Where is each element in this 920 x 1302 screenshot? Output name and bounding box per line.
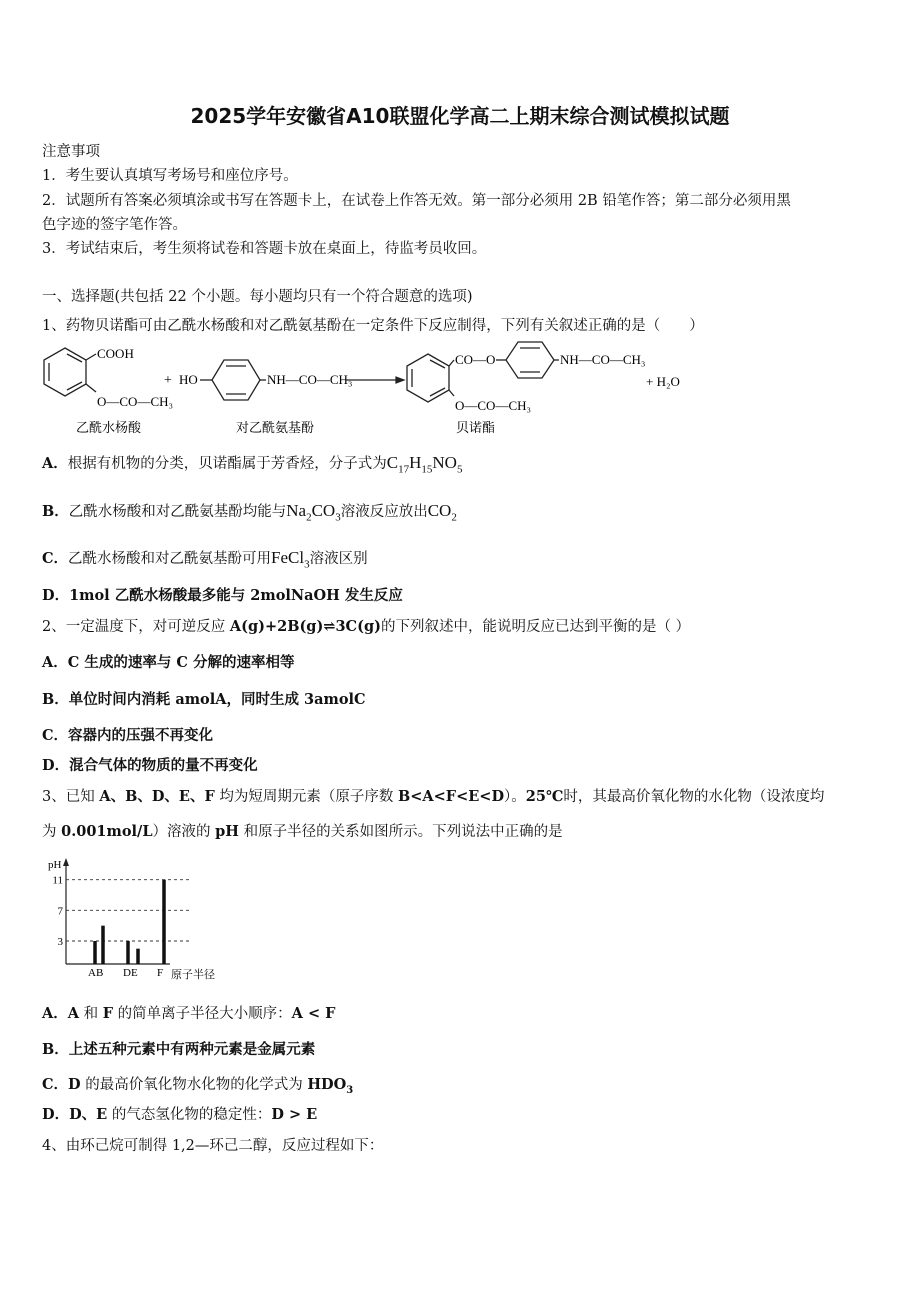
chart-bars — [93, 880, 166, 964]
question-3-stem-line-2: 为 0.001mol/L）溶液的 pH 和原子半径的关系如图所示。下列说法中正确的是 — [42, 823, 563, 840]
label-aspirin: 乙酰水杨酸 — [76, 420, 142, 435]
notice-item-2-cont: 色字迹的签字笔作答。 — [42, 217, 187, 233]
acetyloxy-text-2: O—CO—CH₃ — [455, 398, 532, 413]
plus-water-text: + H₂O — [646, 374, 680, 389]
benzene-ring-2 — [200, 360, 266, 400]
cooh-text: COOH — [97, 346, 134, 361]
ho-text: HO — [179, 372, 198, 387]
y-tick-label: 7 — [57, 905, 63, 918]
question-1-option-d: D．1mol 乙酰水杨酸最多能与 2molNaOH 发生反应 — [42, 587, 403, 604]
bar-d — [126, 941, 130, 964]
bar-b — [101, 926, 105, 964]
benzene-ring-1 — [44, 348, 96, 396]
notice-item-3: 3．考试结束后，考生须将试卷和答题卡放在桌面上，待监考员收回。 — [42, 241, 487, 257]
question-3-stem-line-1: 3、已知 A、B、D、E、F 均为短周期元素（原子序数 B<A<F<E<D）。25℃时，其最高价氧化物的水化物（设浓度均 — [42, 788, 825, 805]
y-tick-label: 3 — [57, 936, 63, 948]
notice-heading: 注意事项 — [42, 144, 100, 160]
label-paracetamol: 对乙酰氨基酚 — [236, 420, 315, 435]
notice-item-1: 1．考生要认真填写考场号和座位序号。 — [42, 168, 298, 184]
amide-text-2: NH—CO—CH₃ — [560, 352, 646, 367]
x-tick-de: DE — [123, 967, 138, 979]
section-heading: 一、选择题(共包括 22 个小题。每小题均只有一个符合题意的选项) — [42, 289, 473, 305]
y-axis-arrow-icon — [63, 858, 69, 866]
question-4-stem: 4、由环己烷可制得 1,2—环己二醇，反应过程如下： — [42, 1138, 384, 1154]
chart-y-label: pH — [48, 859, 62, 871]
question-1-option-b: B．乙酰水杨酸和对乙酰氨基酚均能与$Na_2CO_3$溶液反应放出$CO_2$ — [42, 501, 457, 524]
plus-sign: + — [164, 373, 172, 388]
reaction-arrow-icon — [346, 377, 404, 383]
question-1-stem: 1、药物贝诺酯可由乙酰水杨酸和对乙酰氨基酚在一定条件下反应制得，下列有关叙述正确的是（ ） — [42, 318, 704, 334]
question-2-option-d: D．混合气体的物质的量不再变化 — [42, 757, 258, 774]
bar-f — [162, 880, 166, 964]
benzene-ring-4 — [496, 342, 559, 378]
ester-link-text: CO—O — [455, 352, 496, 367]
y-tick-label: 11 — [52, 874, 63, 887]
question-2-option-b: B．单位时间内消耗 amolA，同时生成 3amolC — [42, 691, 366, 708]
bar-a — [93, 941, 97, 964]
question-2-stem: 2、一定温度下，对可逆反应 A(g)+2B(g)⇌3C(g)的下列叙述中，能说明反应已达到平衡的是（ ） — [42, 618, 691, 635]
amide-text-1: NH—CO—CH₃ — [267, 372, 353, 387]
label-benorilate: 贝诺酯 — [456, 420, 496, 435]
bar-e — [136, 949, 140, 964]
chart-y-ticks — [52, 875, 63, 948]
question-3-option-b: B．上述五种元素中有两种元素是金属元素 — [42, 1041, 316, 1058]
question-1-option-c: C．乙酰水杨酸和对乙酰氨基酚可用FeCl$_3$溶液区别 — [42, 548, 368, 571]
page-title: 2025学年安徽省A10联盟化学高二上期末综合测试模拟试题 — [190, 104, 730, 128]
question-2-option-a: A．C 生成的速率与 C 分解的速率相等 — [42, 654, 295, 671]
acetyloxy-text-1: O—CO—CH₃ — [97, 394, 174, 409]
benzene-ring-3 — [407, 354, 454, 402]
chart-x-label: 原子半径 — [171, 969, 215, 981]
chart-gridlines — [66, 880, 192, 941]
question-1-option-a: A．根据有机物的分类，贝诺酯属于芳香烃，分子式为$C_{17}H_{15}NO_5$ — [42, 453, 463, 476]
x-tick-ab: AB — [88, 967, 104, 979]
question-2-option-c: C．容器内的压强不再变化 — [42, 727, 214, 744]
question-3-option-a: A．A 和 F 的简单离子半径大小顺序：A < F — [42, 1005, 336, 1022]
question-3-option-c: C．D 的最高价氧化物水化物的化学式为 $HDO_3$ — [42, 1076, 354, 1096]
x-tick-f: F — [157, 967, 164, 979]
reaction-diagram — [40, 340, 720, 440]
ph-radius-chart — [40, 852, 240, 982]
question-3-option-d: D．D、E 的气态氢化物的稳定性：D > E — [42, 1106, 318, 1123]
notice-item-2: 2．试题所有答案必须填涂或书写在答题卡上，在试卷上作答无效。第一部分必须用 2B 铅笔作答；第二部分必须用黑 — [42, 193, 791, 209]
